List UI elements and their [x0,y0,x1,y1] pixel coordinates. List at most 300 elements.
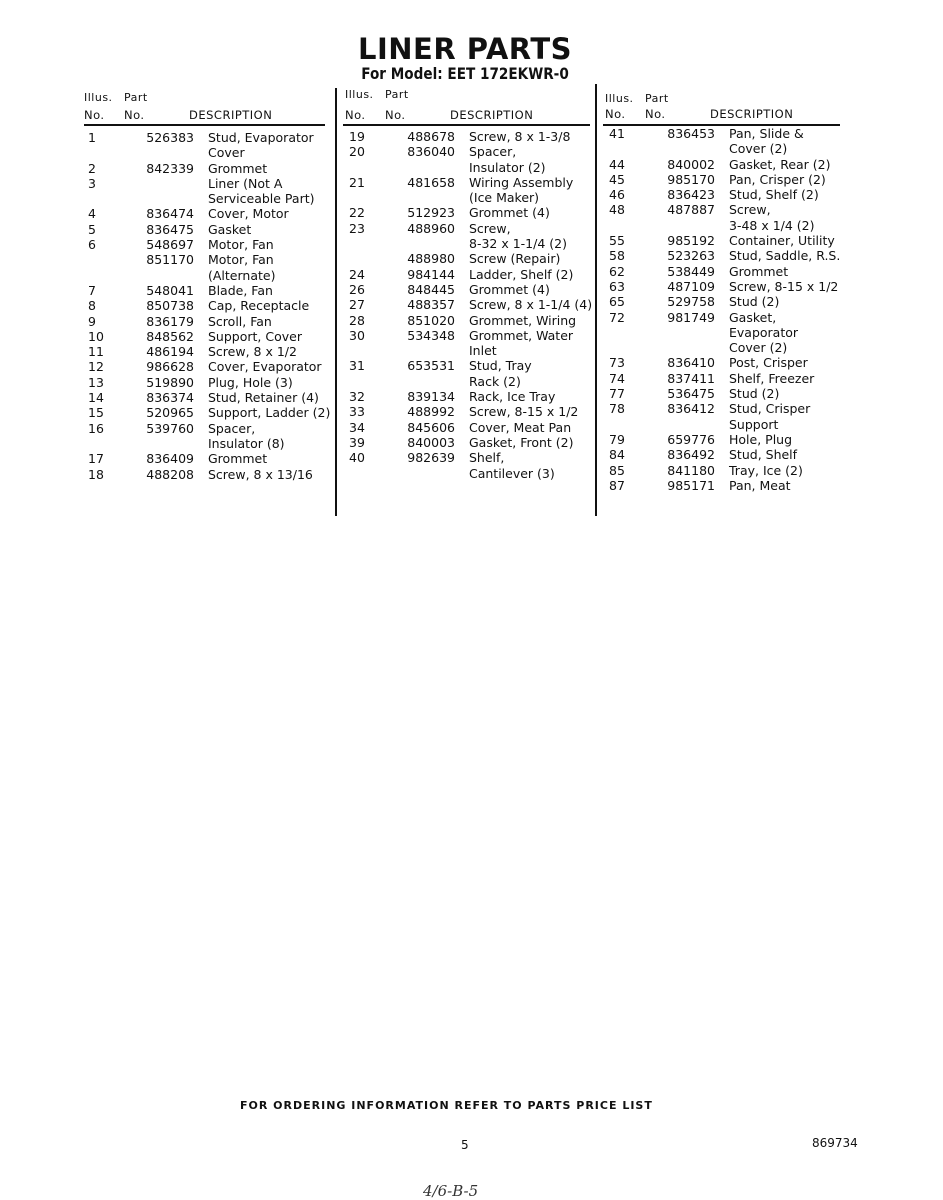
part-description [469,313,592,328]
parts-row [609,310,840,356]
document-number: 869734 [812,1136,858,1150]
part-description [729,310,840,356]
description-line: Stud, Tray [469,358,532,374]
spacer [455,297,469,312]
description-line: Screw (Repair) [469,251,561,267]
part-number: 536475 [667,386,715,402]
description-line: (Ice Maker) [469,190,540,206]
parts-row [349,435,592,450]
parts-row [88,451,330,466]
parts-row [349,267,592,282]
parts-row [609,172,840,187]
description-line: Support, Cover [208,328,302,344]
illus-number: 2 [88,160,96,176]
illus-number: 15 [88,405,104,421]
part-description [208,314,330,329]
description-line: Wiring Assembly [469,174,574,190]
description-line: Motor, Fan [208,252,274,268]
part-number: 488992 [407,404,455,420]
spacer [715,279,729,294]
part-number: 848562 [146,328,194,344]
spacer [715,463,729,478]
description-line: Screw, [729,202,771,218]
model-subtitle: For Model: EET 172EKWR-0 [361,64,569,83]
header-rule [343,124,590,126]
parts-row [609,371,840,386]
description-line: Stud, Saddle, R.S. [729,248,841,264]
description-line: (Alternate) [208,267,276,283]
illus-number: 32 [349,389,365,405]
description-line: Gasket, Front (2) [469,434,574,450]
spacer [455,389,469,404]
page-title: LINER PARTS [357,32,572,66]
description-line: Plug, Hole (3) [208,374,293,390]
column-divider [335,88,337,516]
part-number: 481658 [407,174,455,190]
spacer [194,252,208,283]
part-number: 985171 [667,477,715,493]
parts-row [349,205,592,220]
parts-row [349,297,592,312]
parts-row [88,405,330,420]
part-description [208,375,330,390]
parts-row [88,222,330,237]
spacer [194,161,208,176]
description-line: Cover (2) [729,141,788,157]
description-line: Cover, Meat Pan [469,419,572,435]
parts-row [88,130,330,161]
part-description [208,298,330,313]
part-number: 487109 [667,278,715,294]
part-number: 845606 [407,419,455,435]
description-line: Cover, Evaporator [208,359,322,375]
header-description: DESCRIPTION [450,108,534,122]
spacer [194,467,208,482]
description-line: Grommet (4) [469,205,550,221]
description-line: Support [729,416,779,432]
spacer [715,310,729,356]
part-number: 982639 [407,450,455,466]
illus-number: 44 [609,156,625,172]
part-number: 840003 [407,434,455,450]
description-line: Liner (Not A [208,175,283,191]
illus-number: 17 [88,451,104,467]
description-line: Stud (2) [729,294,780,310]
part-number: 851170 [146,252,194,268]
spacer [715,371,729,386]
ordering-info: FOR ORDERING INFORMATION REFER TO PARTS PRICE LIST [240,1099,653,1112]
spacer [455,358,469,389]
part-number: 836474 [146,206,194,222]
part-number: 840002 [667,156,715,172]
parts-row [609,432,840,447]
spacer [715,187,729,202]
parts-row [609,355,840,370]
spacer [455,404,469,419]
illus-number: 58 [609,248,625,264]
header-illus: Illus. [605,92,634,105]
header-part-no: No. [124,108,145,122]
description-line: Screw, 8-15 x 1/2 [469,404,579,420]
spacer [455,251,469,266]
description-line: Gasket, Rear (2) [729,156,831,172]
part-number: 836492 [667,447,715,463]
part-description [469,144,592,175]
part-description [208,359,330,374]
description-line: Cover, Motor [208,206,289,222]
spacer [194,314,208,329]
parts-row [88,161,330,176]
part-number: 534348 [407,327,455,343]
description-line: Stud (2) [729,386,780,402]
description-line: Stud, Retainer (4) [208,390,319,406]
illus-number: 4 [88,206,96,222]
illus-number [88,252,134,283]
part-description [469,358,592,389]
illus-number: 63 [609,278,625,294]
part-description [208,329,330,344]
part-description [208,222,330,237]
spacer [455,175,469,206]
illus-number: 1 [88,130,96,145]
spacer [455,313,469,328]
spacer [715,355,729,370]
part-description [469,175,592,206]
illus-number: 77 [609,386,625,402]
description-line: Tray, Ice (2) [729,462,803,478]
part-number: 985170 [667,171,715,187]
spacer [715,202,729,233]
description-line: 8-32 x 1-1/4 (2) [469,236,567,252]
part-description [729,264,840,279]
spacer [455,221,469,252]
parts-row [88,329,330,344]
header-part: Part [385,88,409,101]
spacer [715,172,729,187]
part-number: 519890 [146,374,194,390]
parts-row [349,175,592,206]
spacer [455,450,469,481]
illus-number: 31 [349,358,365,374]
description-line: Grommet [208,160,268,176]
description-line: Grommet (4) [469,281,550,297]
spacer [194,359,208,374]
parts-row [349,404,592,419]
description-line: Stud, Evaporator [208,130,314,145]
part-description [208,467,330,482]
part-description [469,435,592,450]
header-description: DESCRIPTION [710,107,794,121]
part-description [208,130,330,161]
illus-number: 28 [349,312,365,328]
description-line: Screw, 8 x 1-1/4 (4) [469,297,593,313]
description-line: Spacer, [469,144,517,160]
parts-row [349,221,592,252]
parts-row [88,375,330,390]
spacer [194,390,208,405]
description-line: Grommet, Wiring [469,312,577,328]
part-description [729,233,840,248]
illus-number: 13 [88,374,104,390]
parts-row [88,314,330,329]
part-description [729,432,840,447]
description-line: Stud, Crisper [729,401,811,417]
parts-row [88,252,330,283]
illus-number: 9 [88,313,96,329]
illus-number [349,251,395,266]
header-rule [84,124,325,126]
illus-number: 12 [88,359,104,375]
part-number: 985192 [667,233,715,249]
header-no: No. [605,107,626,121]
part-number: 981749 [667,309,715,325]
illus-number: 19 [349,129,365,144]
part-description [729,202,840,233]
part-number: 836453 [667,126,715,141]
parts-row [88,237,330,252]
header-description: DESCRIPTION [189,108,273,122]
part-number: 837411 [667,370,715,386]
part-description [208,283,330,298]
part-number: 836374 [146,390,194,406]
illus-number: 27 [349,297,365,313]
spacer [715,432,729,447]
illus-number: 74 [609,370,625,386]
description-line: Screw, 8 x 1/2 [208,344,297,360]
description-line: Grommet [208,451,268,467]
description-line: Pan, Crisper (2) [729,171,826,187]
illus-number: 6 [88,237,96,253]
parts-row [349,450,592,481]
header-part: Part [124,91,148,104]
spacer [194,375,208,390]
spacer [715,157,729,172]
part-description [729,126,840,157]
description-line: Scroll, Fan [208,313,272,329]
parts-row [88,467,330,482]
part-description [469,267,592,282]
illus-number: 33 [349,404,365,420]
spacer [194,344,208,359]
description-line: Stud, Shelf (2) [729,187,819,203]
part-description [208,237,330,252]
description-line: Gasket, [729,309,777,325]
description-line: Insulator (2) [469,159,546,175]
parts-row [609,202,840,233]
illus-number: 14 [88,390,104,406]
illus-number: 85 [609,462,625,478]
part-number: 836423 [667,187,715,203]
part-number: 841180 [667,462,715,478]
spacer [455,328,469,359]
part-number: 848445 [407,281,455,297]
part-number: 512923 [407,205,455,221]
spacer [455,435,469,450]
header-no: No. [345,108,366,122]
description-line: Stud, Shelf [729,447,798,463]
description-line: Cantilever (3) [469,465,555,481]
illus-number: 41 [609,126,625,141]
parts-column [88,130,330,482]
description-line: Rack (2) [469,373,521,389]
illus-number: 8 [88,298,96,314]
parts-row [88,359,330,374]
part-description [729,386,840,401]
description-line: Support, Ladder (2) [208,405,331,421]
parts-column [349,129,592,481]
part-description [729,248,840,263]
header-no: No. [84,108,105,122]
spacer [715,126,729,157]
description-line: Rack, Ice Tray [469,389,556,405]
illus-number: 62 [609,263,625,279]
illus-number: 46 [609,187,625,203]
illus-number: 55 [609,233,625,249]
illus-number: 18 [88,466,104,482]
description-line: Motor, Fan [208,237,274,253]
parts-row [349,251,592,266]
part-number: 850738 [146,298,194,314]
parts-row [609,447,840,462]
page-number: 5 [461,1138,469,1152]
description-line: Cap, Receptacle [208,298,310,314]
spacer [455,267,469,282]
description-line: Blade, Fan [208,282,273,298]
parts-row [609,187,840,202]
illus-number: 23 [349,220,365,236]
illus-number: 11 [88,344,104,360]
part-number: 529758 [667,294,715,310]
part-description [729,401,840,432]
description-line: Spacer, [208,420,256,436]
part-number: 488980 [407,251,455,267]
description-line: Screw, 8-15 x 1/2 [729,278,839,294]
part-description [208,252,330,283]
description-line: Pan, Slide & [729,126,804,141]
illus-number: 39 [349,434,365,450]
description-line: Grommet, Water [469,327,574,343]
description-line: Grommet [729,263,789,279]
part-description [469,328,592,359]
spacer [715,447,729,462]
illus-number: 24 [349,266,365,282]
part-number: 488357 [407,297,455,313]
illus-number: 72 [609,309,625,325]
part-number: 486194 [146,344,194,360]
part-number: 836410 [667,355,715,371]
part-description [208,161,330,176]
part-description [208,405,330,420]
part-description [469,297,592,312]
illus-number: 21 [349,174,365,190]
parts-row [349,129,592,144]
part-number: 842339 [146,160,194,176]
header-illus: Illus. [345,88,374,101]
part-description [208,421,330,452]
description-line: Evaporator [729,324,799,340]
parts-row [609,401,840,432]
part-number: 836475 [146,221,194,237]
illus-number: 30 [349,327,365,343]
parts-row [609,279,840,294]
spacer [455,420,469,435]
spacer [194,176,208,207]
spacer [715,294,729,309]
spacer [194,405,208,420]
spacer [715,478,729,493]
part-description [469,251,592,266]
header-part-no: No. [645,107,666,121]
spacer [715,386,729,401]
header-part: Part [645,92,669,105]
parts-row [349,144,592,175]
spacer [715,233,729,248]
spacer [194,329,208,344]
header-part-no: No. [385,108,406,122]
part-number: 836409 [146,451,194,467]
part-description [729,187,840,202]
illus-number: 73 [609,355,625,371]
part-description [729,447,840,462]
spacer [455,129,469,144]
spacer [194,298,208,313]
parts-row [349,389,592,404]
part-description [469,404,592,419]
illus-number: 84 [609,447,625,463]
part-description [469,389,592,404]
illus-number: 10 [88,328,104,344]
description-line: Inlet [469,343,497,359]
part-description [729,279,840,294]
parts-row [609,294,840,309]
description-line: Shelf, Freezer [729,370,815,386]
part-number: 851020 [407,312,455,328]
column-divider [595,84,597,516]
spacer [715,401,729,432]
description-line: Gasket [208,221,252,237]
parts-row [88,206,330,221]
illus-number: 40 [349,450,365,466]
illus-number: 78 [609,401,625,417]
part-number: 653531 [407,358,455,374]
spacer [194,283,208,298]
part-number [134,176,194,207]
parts-row [88,176,330,207]
part-description [208,451,330,466]
parts-row [609,126,840,157]
illus-number: 45 [609,171,625,187]
parts-row [349,313,592,328]
parts-row [609,157,840,172]
part-description [729,371,840,386]
part-number: 526383 [146,130,194,145]
spacer [194,206,208,221]
header-illus: Illus. [84,91,113,104]
illus-number: 22 [349,205,365,221]
description-line: Cover (2) [729,340,788,356]
parts-row [88,421,330,452]
illus-number: 3 [88,175,96,191]
illus-number: 20 [349,144,365,160]
part-number: 836412 [667,401,715,417]
part-description [208,206,330,221]
part-description [208,390,330,405]
illus-number: 5 [88,221,96,237]
illus-number: 79 [609,431,625,447]
part-description [469,205,592,220]
spacer [194,237,208,252]
illus-number: 16 [88,420,104,436]
